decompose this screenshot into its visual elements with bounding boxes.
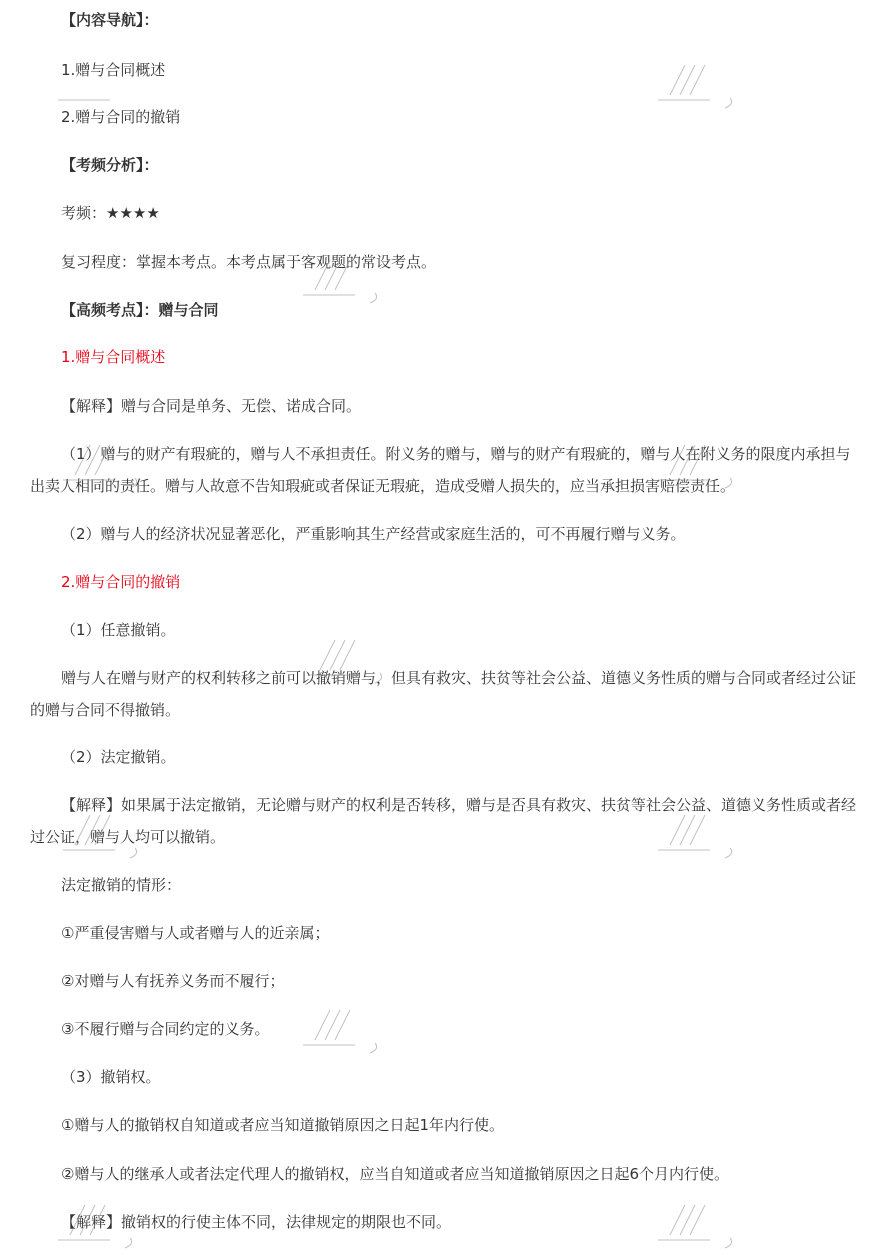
case-item-1: ①严重侵害赠与人或者赠与人的近亲属； [61,924,330,942]
freq-label: 考频：★★★★ [61,204,160,222]
freq-heading: 【考频分析】： [61,156,159,174]
section1-item1: （1）赠与的财产有瑕疵的，赠与人不承担责任。附义务的赠与，赠与的财产有瑕疵的，赠与人在附义务的限度内承担与出卖人相同的责任。赠与人故意不告知瑕疵或者保证无瑕疵，造成受赠人损失的，应当承担损害赔偿责任。 [30,445,851,495]
section1-explain: 【解释】赠与合同是单务、无偿、诺成合同。 [61,397,362,415]
cases-label: 法定撤销的情形： [61,876,182,894]
section1-item2: （2）赠与人的经济状况显著恶化，严重影响其生产经营或家庭生活的，可不再履行赠与义务。 [61,525,686,543]
right-item-1: ①赠与人的撤销权自知道或者应当知道撤销原因之日起1年内行使。 [61,1116,504,1134]
section2-sub3: （3）撤销权。 [61,1068,161,1086]
nav-item-1: 1.赠与合同概述 [61,61,166,79]
section2-title: 2.赠与合同的撤销 [61,573,181,591]
nav-heading: 【内容导航】： [61,11,159,29]
topic-heading: 【高频考点】：赠与合同 [61,301,219,319]
section2-sub1: （1）任意撤销。 [61,621,176,639]
case-item-3: ③不履行赠与合同约定的义务。 [61,1020,270,1038]
section1-title: 1.赠与合同概述 [61,348,166,366]
right-item-2: ②赠与人的继承人或者法定代理人的撤销权，应当自知道或者应当知道撤销原因之日起6个月内行使。 [61,1165,729,1183]
case-item-2: ②对赠与人有抚养义务而不履行； [61,972,285,990]
section2-sub2-explain: 【解释】如果属于法定撤销，无论赠与财产的权利是否转移，赠与是否具有救灾、扶贫等社会公益、道德义务性质或者经过公证，赠与人均可以撤销。 [30,796,857,846]
review-degree: 复习程度：掌握本考点。本考点属于客观题的常设考点。 [61,253,437,271]
section2-sub2: （2）法定撤销。 [61,748,176,766]
nav-item-2: 2.赠与合同的撤销 [61,108,181,126]
section2-sub1-text: 赠与人在赠与财产的权利转移之前可以撤销赠与，但具有救灾、扶贫等社会公益、道德义务性质的赠与合同或者经过公证的赠与合同不得撤销。 [30,669,857,719]
final-explain: 【解释】撤销权的行使主体不同，法律规定的期限也不同。 [61,1213,452,1231]
